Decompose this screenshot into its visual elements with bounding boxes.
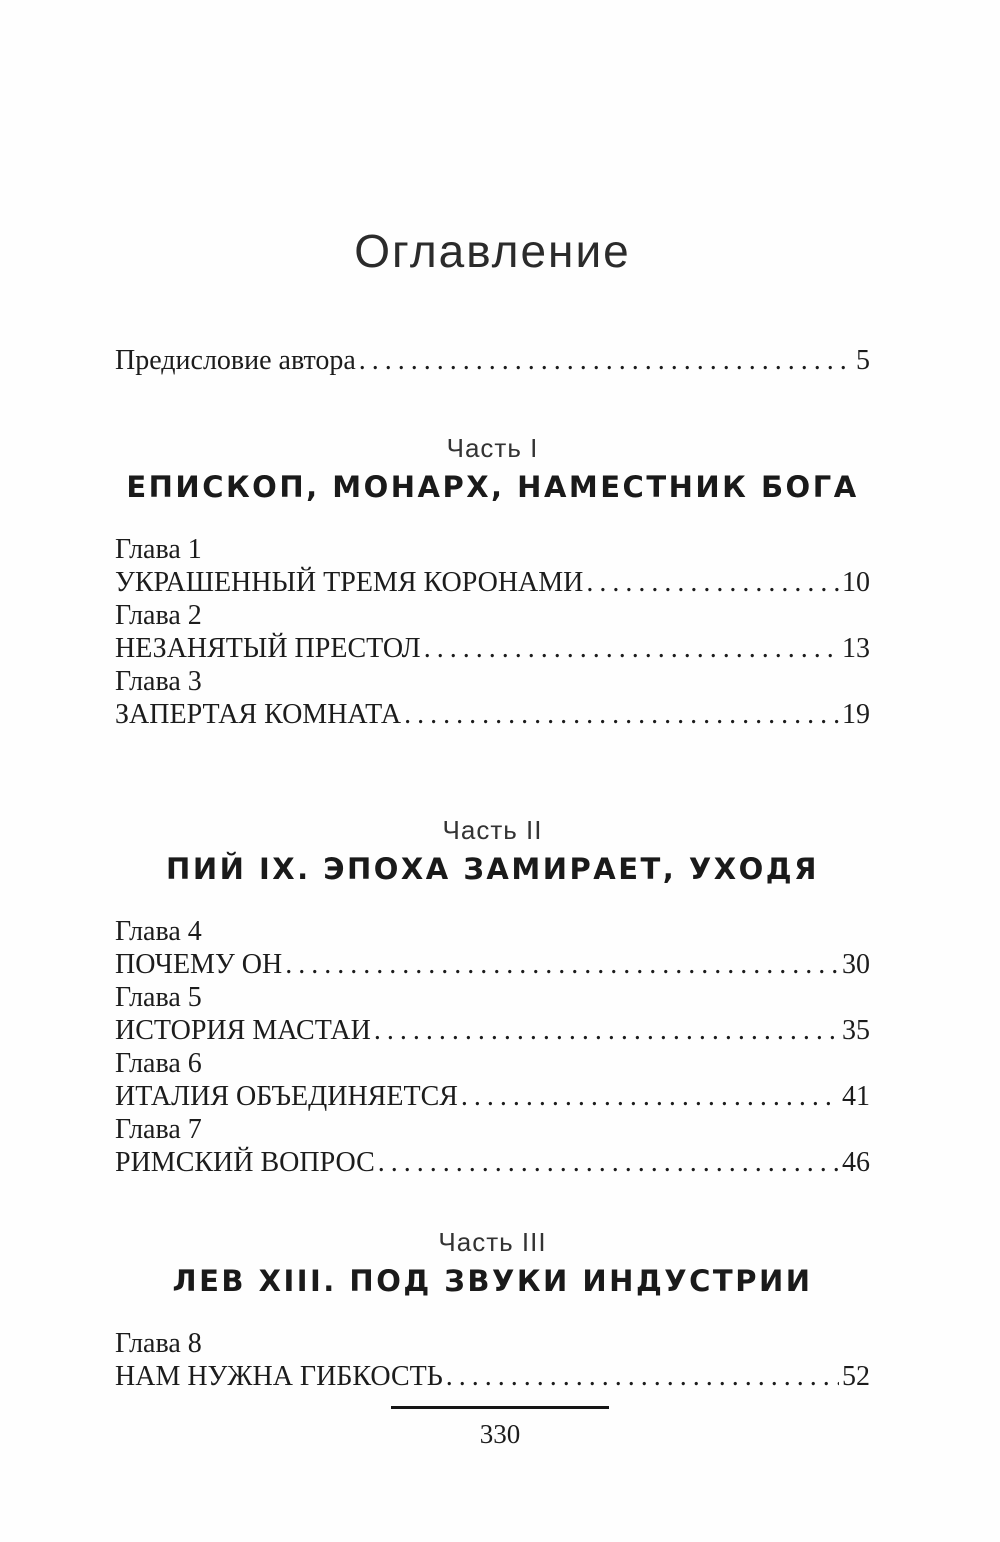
chapter-title-row [115,1360,870,1393]
chapter-title-row [115,948,870,981]
preface-page-number: 5 [856,345,870,376]
chapter-entry [115,533,870,599]
chapter-entry [115,599,870,665]
dot-leader [424,632,839,665]
page-footer [0,1406,1000,1450]
chapter-list [115,915,870,1179]
chapter-entry [115,1047,870,1113]
chapter-label: Глава 6 [115,1048,202,1079]
chapter-title: ИСТОРИЯ МАСТАИ [115,1015,371,1046]
chapter-title-row [115,698,870,731]
part-title: ПИЙ IX. ЭПОХА ЗАМИРАЕТ, УХОДЯ [166,852,819,886]
part-title: ЕПИСКОП, МОНАРХ, НАМЕСТНИК БОГА [126,470,859,504]
chapter-page-number: 13 [842,633,870,664]
preface-label: Предисловие автора [115,345,356,376]
chapter-page-number: 46 [842,1147,870,1178]
chapter-entry [115,665,870,731]
chapter-title-row [115,1146,870,1179]
footer-rule [391,1406,609,1409]
dot-leader [446,1360,839,1393]
chapter-title-row [115,1014,870,1047]
chapter-title: ИТАЛИЯ ОБЪЕДИНЯЕТСЯ [115,1081,458,1112]
part-label: Часть II [442,815,543,845]
part-section-3 [115,1227,870,1393]
chapter-entry [115,1327,870,1393]
chapter-label: Глава 1 [115,534,202,565]
dot-leader [285,948,839,981]
chapter-page-number: 30 [842,949,870,980]
folio-page-number: 330 [479,1419,521,1449]
chapter-page-number: 52 [842,1361,870,1392]
chapter-title-row [115,1080,870,1113]
chapter-title: УКРАШЕННЫЙ ТРЕМЯ КОРОНАМИ [115,567,584,598]
chapter-title-row [115,566,870,599]
chapter-label: Глава 4 [115,916,202,947]
chapter-title-row [115,632,870,665]
chapter-label: Глава 2 [115,600,202,631]
chapter-label: Глава 7 [115,1114,202,1145]
chapter-page-number: 10 [842,567,870,598]
chapter-title: НЕЗАНЯТЫЙ ПРЕСТОЛ [115,633,421,664]
chapter-page-number: 41 [842,1081,870,1112]
part-title: ЛЕВ XIII. ПОД ЗВУКИ ИНДУСТРИИ [172,1264,813,1298]
preface-entry [115,344,870,377]
chapter-list [115,1327,870,1393]
chapter-page-number: 19 [842,699,870,730]
part-label: Часть I [446,433,539,463]
dot-leader [461,1080,839,1113]
chapter-entry [115,1113,870,1179]
chapter-label: Глава 8 [115,1328,202,1359]
chapter-label: Глава 3 [115,666,202,697]
chapter-entry [115,915,870,981]
chapter-page-number: 35 [842,1015,870,1046]
dot-leader [374,1014,839,1047]
dot-leader [404,698,839,731]
dot-leader [586,566,839,599]
part-label: Часть III [438,1227,547,1257]
chapter-list [115,533,870,731]
chapter-entry [115,981,870,1047]
chapter-label: Глава 5 [115,982,202,1013]
part-section-2 [115,815,870,1179]
dot-leader [359,344,853,377]
chapter-title: ЗАПЕРТАЯ КОМНАТА [115,699,402,730]
page-title: Оглавление [354,225,631,277]
chapter-title: РИМСКИЙ ВОПРОС [115,1147,375,1178]
chapter-title: ПОЧЕМУ ОН [115,949,283,980]
part-section-1 [115,433,870,731]
chapter-title: НАМ НУЖНА ГИБКОСТЬ [115,1361,443,1392]
dot-leader [378,1146,839,1179]
